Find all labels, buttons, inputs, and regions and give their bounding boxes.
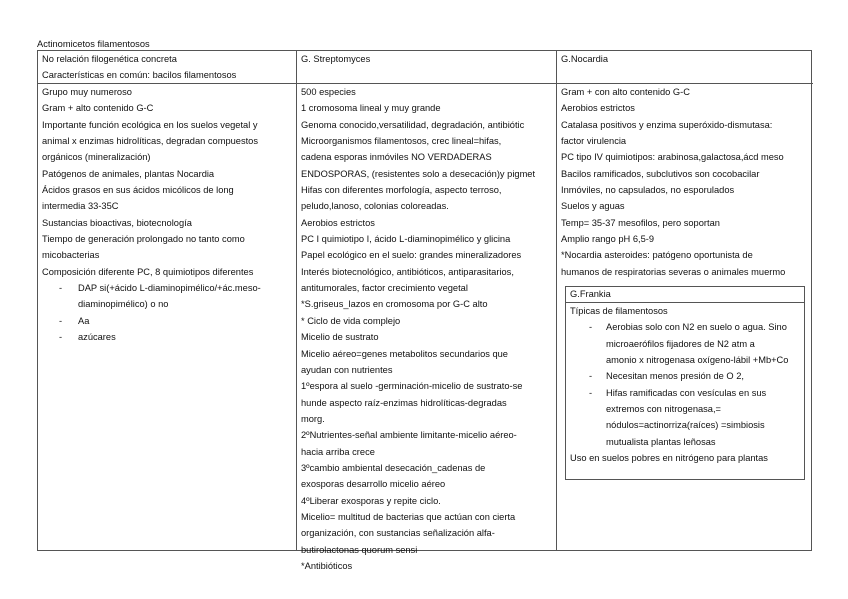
text-line: animal x enzimas hidrolíticas, degradan compuestos bbox=[42, 136, 259, 147]
text-line: Papel ecológico en el suelo: grandes mineralizadores bbox=[301, 250, 522, 261]
header-line: No relación filogenética concreta bbox=[42, 54, 177, 64]
text-line: ayudan con nutrientes bbox=[301, 364, 393, 375]
text-line: organización, con sustancias señalización alfa- bbox=[301, 528, 495, 539]
text-line: morg. bbox=[301, 413, 325, 424]
text-line: ENDOSPORAS, (resistentes solo a desecación)y pigmet bbox=[301, 168, 536, 179]
text-line: Patógenos de animales, plantas Nocardia bbox=[42, 168, 215, 179]
text-line: Catalasa positivos y enzima superóxido-dismutasa: bbox=[561, 119, 773, 130]
bullet-line bbox=[42, 280, 292, 296]
header-line: Características en común: bacilos filamentosos bbox=[42, 70, 237, 81]
bullet-line: nódulos=actinorriza(raíces) =simbiosis bbox=[606, 420, 765, 431]
header-line: G.Nocardia bbox=[561, 54, 609, 64]
bullet-line bbox=[42, 329, 292, 345]
text-line: exosporas desarrollo micelio aéreo bbox=[301, 479, 446, 490]
bullet-line: extremos con nitrogenasa,= bbox=[606, 404, 721, 415]
column-body bbox=[557, 84, 813, 280]
bullet-text: Necesitan menos presión de O 2, bbox=[606, 371, 744, 382]
text-line: factor virulencia bbox=[561, 136, 627, 147]
text-line: * Ciclo de vida complejo bbox=[301, 315, 401, 326]
text-line: orgánicos (mineralización) bbox=[42, 152, 151, 163]
column-nocardia bbox=[556, 51, 813, 550]
bullet-line: amonio x nitrogenasa oxígeno-lábil +Mb+Co bbox=[606, 355, 789, 366]
text-line: Suelos y aguas bbox=[561, 201, 625, 212]
text-line: Micelio de sustrato bbox=[301, 332, 379, 343]
column-streptomyces bbox=[296, 51, 557, 571]
text-line: 1 cromosoma lineal y muy grande bbox=[301, 103, 441, 114]
text-line: Sustancias bioactivas, biotecnología bbox=[42, 217, 192, 228]
bullet-dash: - bbox=[59, 315, 63, 326]
text-line: Micelio aéreo=genes metabolitos secundarios que bbox=[301, 348, 508, 359]
bullet-text: Hifas ramificadas con vesículas en sus bbox=[606, 387, 767, 398]
bullet-line: microaerófilos fijadores de N2 atm a bbox=[606, 338, 755, 349]
column-header bbox=[297, 51, 557, 84]
header-line: G. Streptomyces bbox=[301, 54, 371, 64]
bullet-dash: - bbox=[589, 322, 593, 333]
bullet-dash: - bbox=[59, 332, 63, 343]
text-line: Importante función ecológica en los suelos vegetal y bbox=[42, 119, 258, 130]
text-line: humanos de respiratorias severas o animales muermo bbox=[561, 266, 786, 277]
text-line: micobacterias bbox=[42, 250, 100, 261]
text-line: Típicas de filamentosos bbox=[570, 306, 668, 316]
text-line: 2ºNutrientes-señal ambiente limitante-micelio aéreo- bbox=[301, 430, 517, 441]
text-line: hunde aspecto raíz-enzimas hidrolíticas-degradas bbox=[301, 397, 507, 408]
text-line: 500 especies bbox=[301, 87, 356, 97]
text-line: cadena esporas inmóviles NO VERDADERAS bbox=[301, 152, 492, 163]
text-line: 1ºespora al suelo -germinación-micelio de sustrato-se bbox=[301, 381, 523, 392]
bullet-text: Aerobias solo con N2 en suelo o agua. Sino bbox=[606, 322, 787, 333]
bullet-text: azúcares bbox=[78, 332, 116, 343]
bullet-line: diaminopimélico) o no bbox=[78, 299, 169, 310]
column-body bbox=[297, 84, 557, 574]
text-line: Genoma conocido,versatilidad, degradación, antibiótic bbox=[301, 119, 525, 130]
text-line: intermedia 33-35C bbox=[42, 201, 119, 212]
text-line: *S.griseus_lazos en cromosoma por G-C alto bbox=[301, 299, 488, 310]
text-line: PC I quimiotipo I, ácido L-diaminopimélico y glicina bbox=[301, 234, 511, 245]
bullet-line bbox=[570, 385, 800, 401]
text-line: Aerobios estrictos bbox=[301, 217, 375, 228]
text-line: peludo,lanoso, colonias coloreadas. bbox=[301, 201, 449, 212]
text-line: Grupo muy numeroso bbox=[42, 87, 132, 97]
bullet-text: Aa bbox=[78, 315, 90, 326]
document-title: Actinomicetos filamentosos bbox=[37, 39, 150, 49]
bullet-line bbox=[570, 319, 800, 335]
text-line: Bacilos ramificados, subclutivos son cocobacilar bbox=[561, 168, 760, 179]
text-line: Amplio rango pH 6,5-9 bbox=[561, 234, 655, 245]
text-line: Microorganismos filamentosos, crec lineal=hifas, bbox=[301, 136, 502, 147]
text-line: *Antibióticos bbox=[301, 560, 353, 571]
frankia-body bbox=[566, 303, 804, 479]
text-line: 4ºLiberar exosporas y repite ciclo. bbox=[301, 495, 441, 506]
text-line: antitumorales, factor crecimiento vegetal bbox=[301, 283, 468, 294]
text-line: Hifas con diferentes morfología, aspecto terroso, bbox=[301, 185, 502, 196]
text-line: Composición diferente PC, 8 quimiotipos diferentes bbox=[42, 266, 254, 277]
bullet-dash: - bbox=[589, 371, 593, 382]
text-line: hacia arriba crece bbox=[301, 446, 375, 457]
text-line: 3ºcambio ambiental desecación_cadenas de bbox=[301, 462, 486, 473]
bullet-line bbox=[570, 368, 800, 384]
bullet-line: mutualista plantas leñosas bbox=[606, 436, 716, 447]
text-line: *Nocardia asteroides: patógeno oportunista de bbox=[561, 250, 753, 261]
frankia-header: G.Frankia bbox=[566, 287, 804, 303]
column-general bbox=[38, 51, 296, 550]
text-line: butirolactonas quorum sensi bbox=[301, 544, 418, 555]
bullet-dash: - bbox=[59, 283, 63, 294]
text-line: Gram + alto contenido G-C bbox=[42, 103, 154, 114]
text-line: PC tipo IV quimiotipos: arabinosa,galactosa,ácd meso bbox=[561, 152, 784, 163]
bullet-text: DAP si(+ácido L-diaminopimélico/+ác.meso- bbox=[78, 283, 261, 294]
column-body bbox=[38, 84, 296, 346]
text-line: Gram + con alto contenido G-C bbox=[561, 87, 690, 97]
text-line: Aerobios estrictos bbox=[561, 103, 635, 114]
text-line: Interés biotecnológico, antibióticos, antiparasitarios, bbox=[301, 266, 514, 277]
bullet-dash: - bbox=[589, 387, 593, 398]
text-line: Uso en suelos pobres en nitrógeno para plantas bbox=[570, 453, 768, 464]
text-line: Micelio= multitud de bacterias que actúan con cierta bbox=[301, 511, 516, 522]
comparison-table bbox=[37, 50, 812, 571]
frankia-box bbox=[565, 286, 805, 480]
text-line: Tiempo de generación prolongado no tanto como bbox=[42, 234, 245, 245]
text-line: Ácidos grasos en sus ácidos micólicos de long bbox=[42, 185, 234, 196]
column-header bbox=[38, 51, 296, 84]
column-header bbox=[557, 51, 813, 84]
text-line: Inmóviles, no capsulados, no esporulados bbox=[561, 185, 735, 196]
bullet-line bbox=[42, 313, 292, 329]
text-line: Temp= 35-37 mesofilos, pero soportan bbox=[561, 217, 720, 228]
